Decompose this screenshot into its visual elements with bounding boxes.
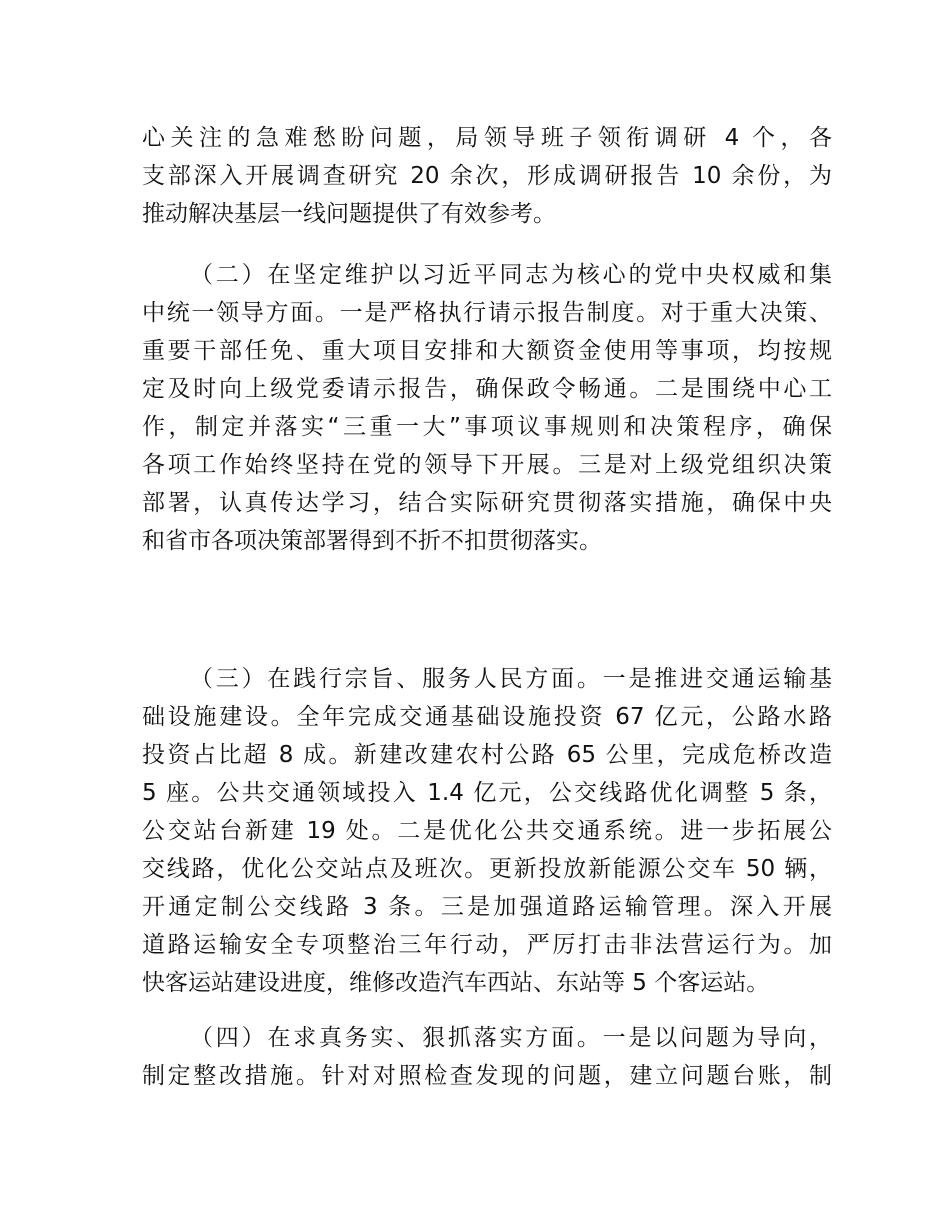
text-line: 快客运站建设进度，维修改造汽车西站、东站等 5 个客运站。	[142, 970, 770, 996]
text-line: （二）在坚定维护以习近平同志为核心的党中央权威和集	[190, 262, 832, 288]
text-line: （四）在求真务实、狠抓落实方面。一是以问题为导向，	[190, 1025, 832, 1051]
text-line: 道路运输安全专项整治三年行动，严厉打击非法营运行为。加	[142, 932, 832, 958]
paragraph-4	[142, 1019, 832, 1095]
text-line: 交线路，优化公交站点及班次。更新投放新能源公交车 50 辆，	[142, 856, 832, 882]
text-line: 重要干部任免、重大项目安排和大额资金使用等事项，均按规	[142, 338, 832, 364]
text-line: 础设施建设。全年完成交通基础设施投资 67 亿元，公路水路	[142, 704, 832, 730]
text-line: 作，制定并落实“三重一大”事项议事规则和决策程序，确保	[142, 414, 832, 440]
text-line: 开通定制公交线路 3 条。三是加强道路运输管理。深入开展	[142, 894, 832, 920]
text-line: 各项工作始终坚持在党的领导下开展。三是对上级党组织决策	[142, 452, 832, 478]
text-line: 支部深入开展调查研究 20 余次，形成调研报告 10 余份，为	[142, 163, 832, 189]
text-line: 中统一领导方面。一是严格执行请示报告制度。对于重大决策、	[142, 300, 832, 326]
text-line: 定及时向上级党委请示报告，确保政令畅通。二是围绕中心工	[142, 376, 832, 402]
text-line: 和省市各项决策部署得到不折不扣贯彻落实。	[142, 528, 602, 554]
text-line: 推动解决基层一线问题提供了有效参考。	[142, 201, 556, 227]
text-line: 部署，认真传达学习，结合实际研究贯彻落实措施，确保中央	[142, 490, 832, 516]
paragraph-1	[142, 119, 832, 233]
text-line: 公交站台新建 19 处。二是优化公共交通系统。进一步拓展公	[142, 818, 832, 844]
paragraph-2	[142, 256, 832, 560]
text-line: 投资占比超 8 成。新建改建农村公路 65 公里，完成危桥改造	[142, 742, 832, 768]
paragraph-3	[142, 660, 832, 1002]
text-line: （三）在践行宗旨、服务人民方面。一是推进交通运输基	[190, 666, 832, 692]
text-line: 制定整改措施。针对对照检查发现的问题，建立问题台账，制	[142, 1063, 832, 1089]
text-line: 心关注的急难愁盼问题，局领导班子领衔调研 4 个，各	[142, 125, 832, 151]
text-line: 5 座。公共交通领域投入 1.4 亿元，公交线路优化调整 5 条，	[142, 780, 832, 806]
